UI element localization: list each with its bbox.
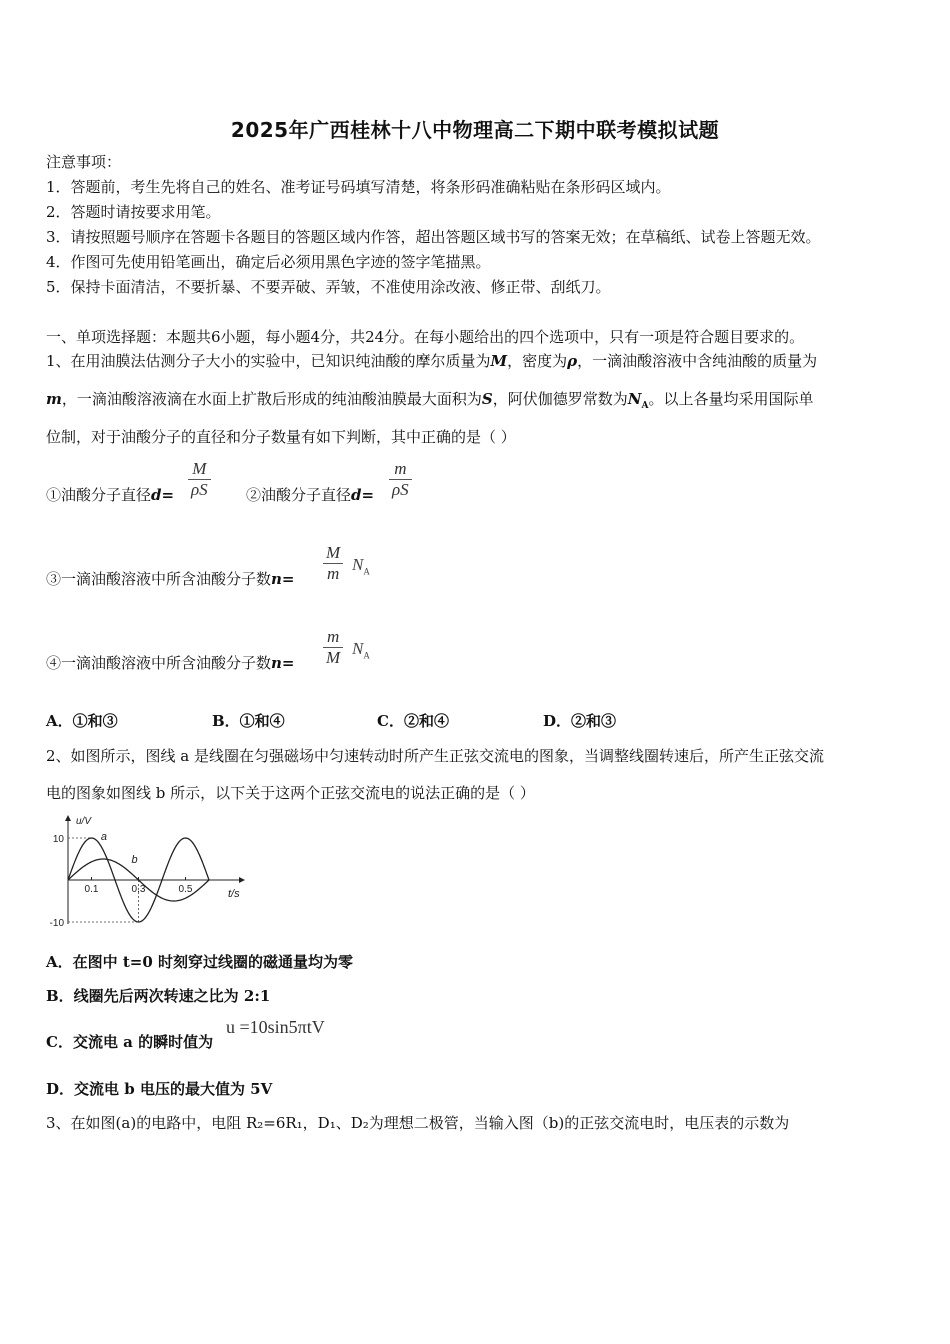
q1-statement-1: ①油酸分子直径d= [46, 486, 175, 504]
y-tick-label: 10 [52, 834, 64, 845]
x-tick-label: 0.3 [131, 884, 146, 895]
avogadro-symbol-3: $N_A$ [352, 555, 370, 577]
q1-option-b[interactable]: B．①和④ [212, 712, 285, 730]
q2-option-a[interactable]: A．在图中 t=0 时刻穿过线圈的磁通量均为零 [46, 953, 354, 971]
x-axis-arrow [239, 877, 245, 883]
q1-line-2: m，一滴油酸溶液滴在水面上扩散后形成的纯油酸油膜最大面积为S，阿伏伽德罗常数为$N_A$。以上各量均采用国际单 [46, 390, 814, 411]
notice-item-2: 2．答题时请按要求用笔。 [46, 203, 221, 221]
avogadro-symbol-4: $N_A$ [352, 639, 370, 661]
notice-item-3: 3．请按照题号顺序在答题卡各题目的答题区域内作答，超出答题区域书写的答案无效；在草稿纸、试卷上答题无效。 [46, 228, 821, 246]
q2-option-c[interactable]: C．交流电 a 的瞬时值为 [46, 1033, 214, 1051]
y-tick-label: -10 [49, 918, 64, 929]
y-axis-arrow [65, 815, 71, 821]
q1-option-d[interactable]: D．②和③ [543, 712, 617, 730]
x-tick-label: 0.5 [178, 884, 193, 895]
series-a-label: a [100, 831, 108, 843]
q2-line-2: 电的图象如图线 b 所示，以下关于这两个正弦交流电的说法正确的是（ ） [46, 784, 535, 802]
q3-line-1: 3、在如图(a)的电路中，电阻 R₂=6R₁，D₁、D₂为理想二极管，当输入图（b)的正弦交流电时，电压表的示数为 [46, 1114, 790, 1132]
x-tick-label: 0.1 [84, 884, 99, 895]
q2-line-1: 2、如图所示，图线 a 是线圈在匀强磁场中匀速转动时所产生正弦交流电的图象，当调整线圈转速后，所产生正弦交流 [46, 747, 825, 765]
fraction-4: $\frac{m}{M}$ [323, 627, 343, 668]
q1-line-1: 1、在用油膜法估测分子大小的实验中，已知识纯油酸的摩尔质量为M，密度为ρ，一滴油酸溶液中含纯油酸的质量为 [46, 352, 818, 370]
q1-option-a[interactable]: A．①和③ [46, 712, 118, 730]
notice-item-1: 1．答题前，考生先将自己的姓名、准考证号码填写清楚，将条形码准确粘贴在条形码区域内。 [46, 178, 671, 196]
fraction-2: $\frac{m}{\rho S}$ [389, 459, 412, 500]
notice-item-5: 5．保持卡面清洁，不要折暴、不要弄破、弄皱，不准使用涂改液、修正带、刮纸刀。 [46, 278, 611, 296]
section-heading: 一、单项选择题：本题共6小题，每小题4分，共24分。在每小题给出的四个选项中，只有一项是符合题目要求的。 [46, 328, 805, 346]
q1-statement-4: ④一滴油酸溶液中所含油酸分子数n= [46, 654, 295, 672]
q2-option-b[interactable]: B．线圈先后两次转速之比为 2:1 [46, 987, 271, 1005]
notice-heading: 注意事项： [46, 153, 122, 171]
q1-option-c[interactable]: C．②和④ [377, 712, 449, 730]
q2-option-c-formula: u =10sin5πtV [226, 1017, 325, 1037]
x-axis-label: t/s [228, 888, 240, 900]
notice-item-4: 4．作图可先使用铅笔画出，确定后必须用黑色字迹的签字笔描黑。 [46, 253, 491, 271]
y-axis-label: u/V [76, 816, 92, 827]
q1-statement-3: ③一滴油酸溶液中所含油酸分子数n= [46, 570, 295, 588]
page-title: 2025年广西桂林十八中物理高二下期中联考模拟试题 [230, 118, 720, 142]
series-b-label: b [131, 854, 138, 866]
q1-line-3: 位制，对于油酸分子的直径和分子数量有如下判断，其中正确的是（ ） [46, 428, 516, 446]
q2-option-d[interactable]: D．交流电 b 电压的最大值为 5V [46, 1080, 273, 1098]
fraction-1: $\frac{M}{\rho S}$ [188, 459, 211, 500]
fraction-3: $\frac{M}{m}$ [323, 543, 343, 584]
sine-wave-chart [44, 812, 254, 932]
q1-statement-2: ②油酸分子直径d= [246, 486, 375, 504]
